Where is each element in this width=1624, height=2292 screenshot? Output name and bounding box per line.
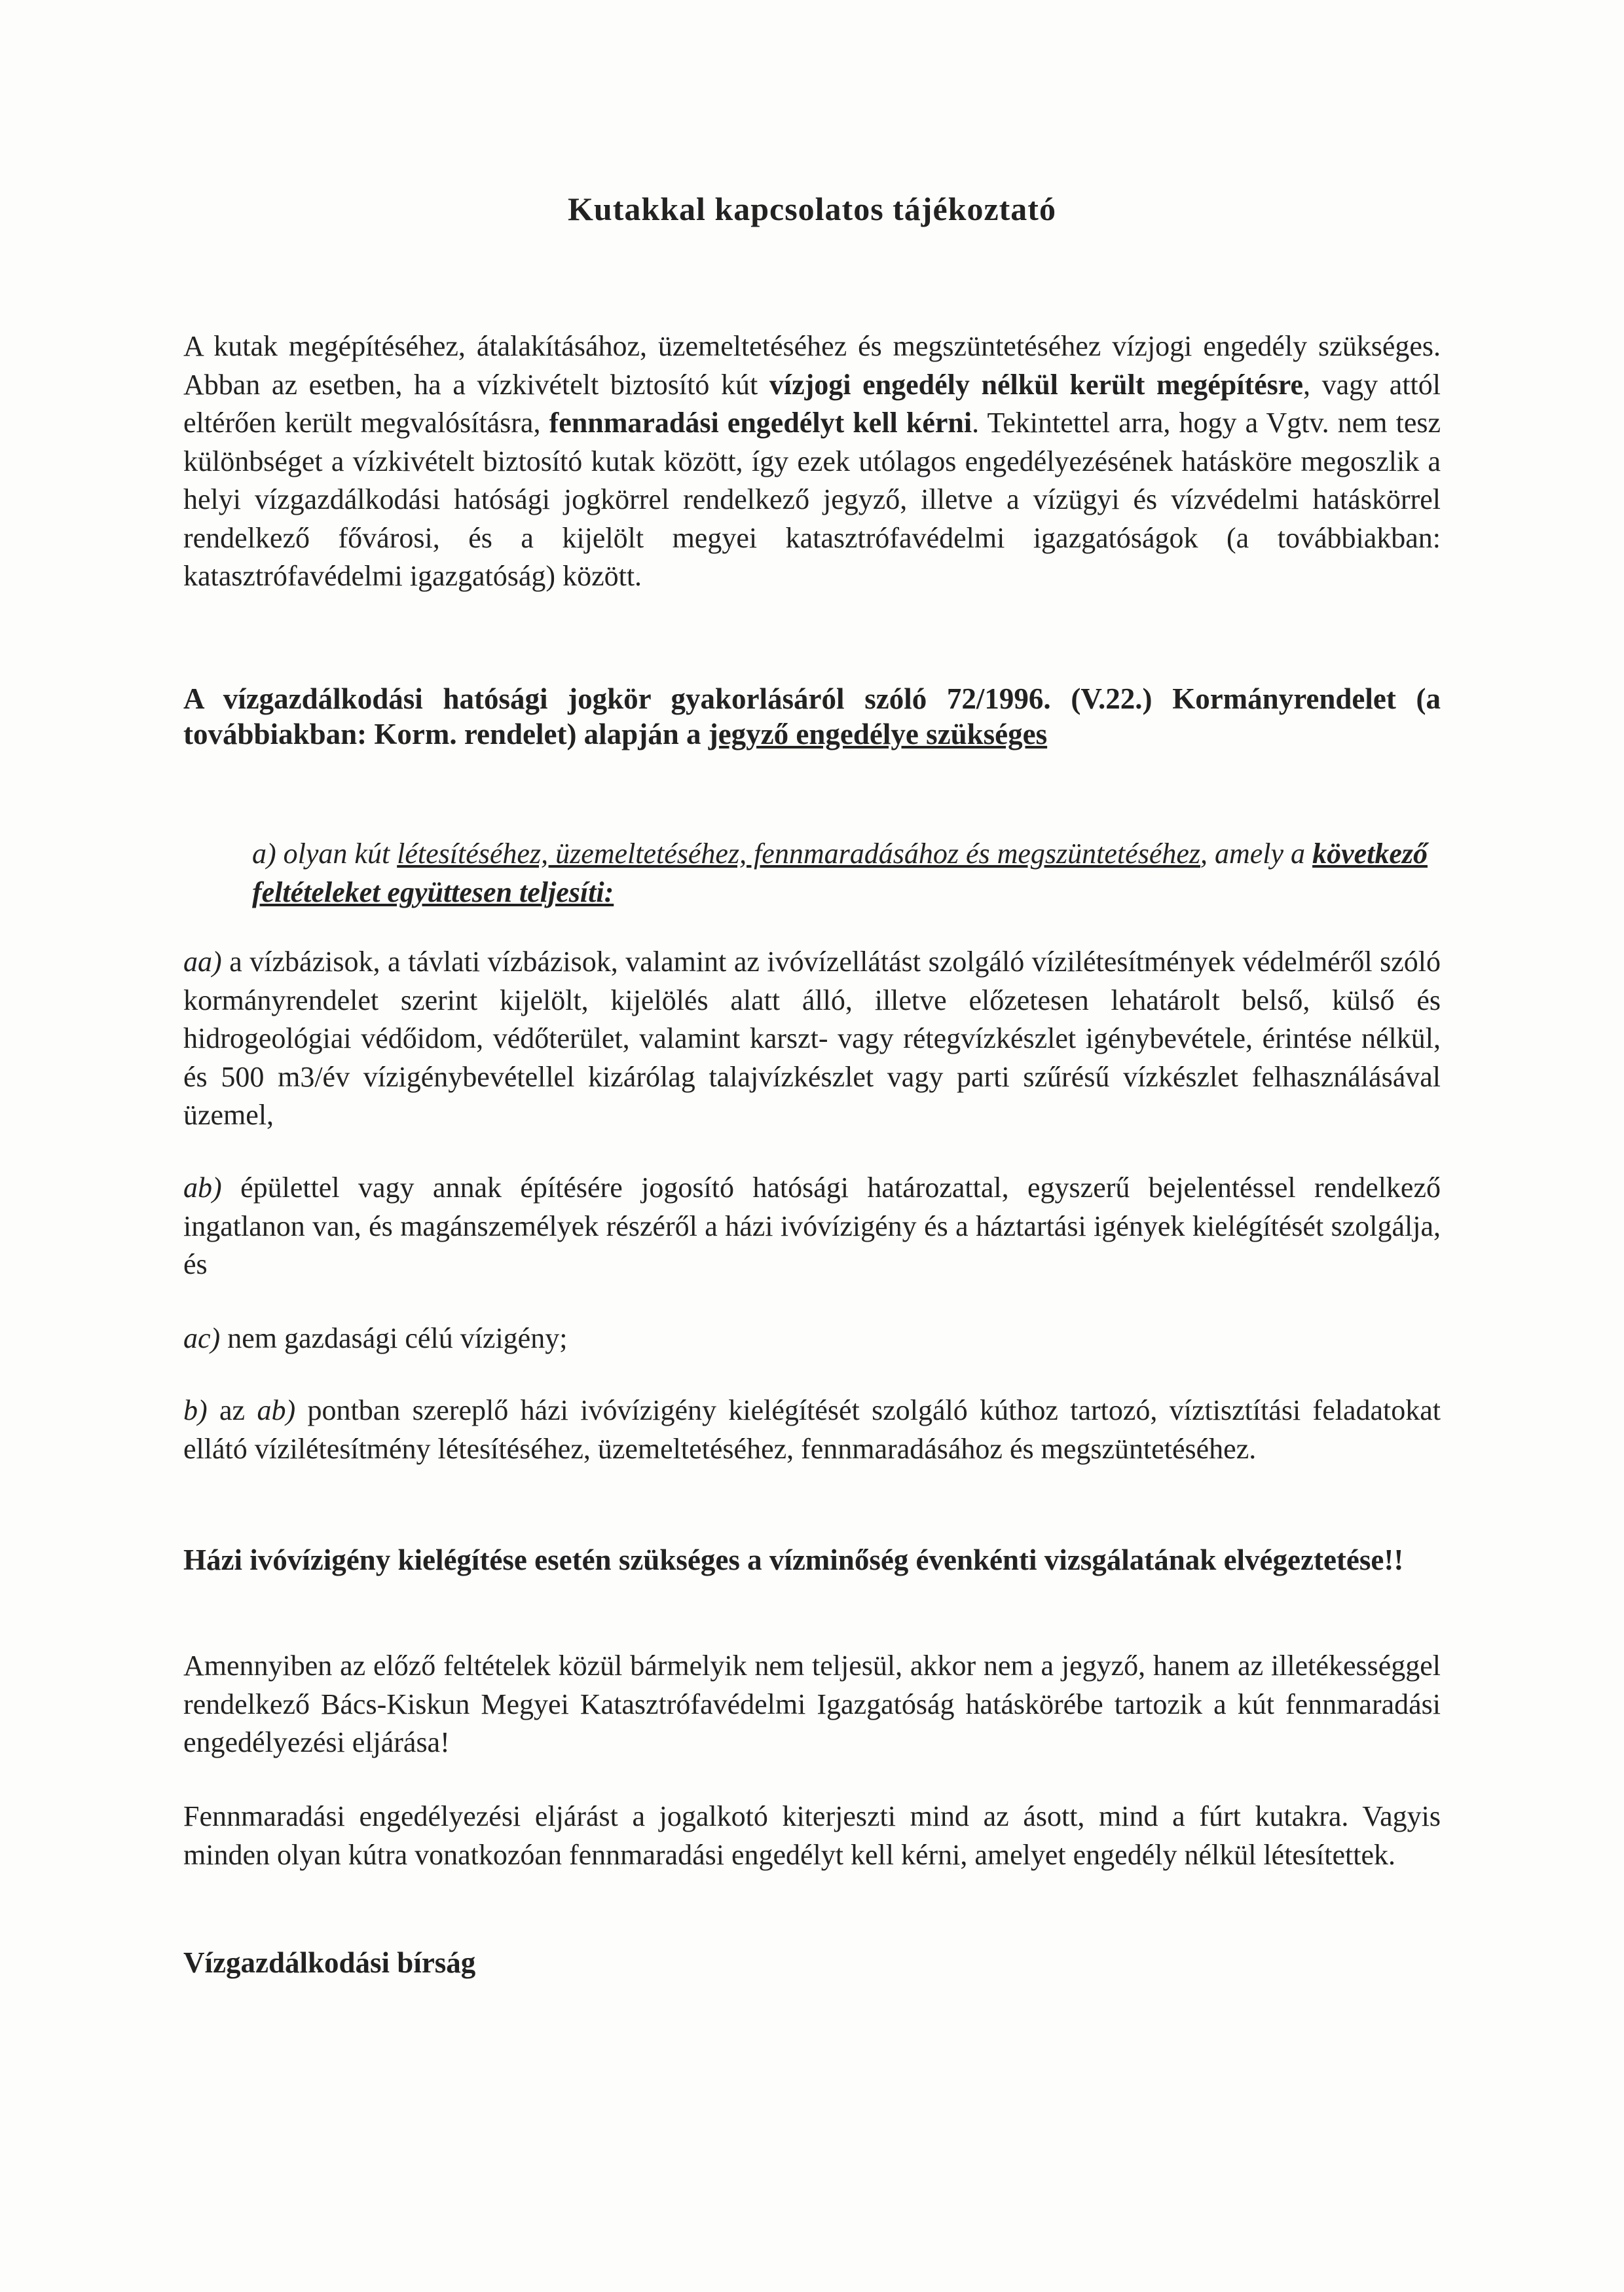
item-ac-text: nem gazdasági célú vízigény; [220, 1322, 568, 1354]
item-ab-label: ab) [183, 1172, 222, 1204]
intro-bold-1: vízjogi engedély nélkül került megépítésre [769, 368, 1304, 401]
item-a-bold-underlined: következő feltételeket együttesen teljesíti: [252, 838, 1428, 908]
item-a-label: a) [252, 838, 276, 870]
warning-paragraph: Házi ivóvízigény kielégítése esetén szükséges a vízminőség évenkénti vizsgálatának elvégeztetése!! [183, 1543, 1404, 1576]
item-a-text-1: olyan kút [276, 838, 397, 870]
decree-paragraph [183, 681, 1441, 752]
decree-text: A vízgazdálkodási hatósági jogkör gyakorlásáról szóló 72/1996. (V.22.) Kormányrendelet (a továbbiakban: Korm. rendelet) alapján a [183, 682, 1441, 750]
item-ac [183, 1320, 1441, 1358]
item-a-underlined: létesítéséhez, üzemeltetéséhez, fennmaradásához és megszüntetéséhez [397, 838, 1200, 870]
item-aa-label: aa) [183, 946, 222, 978]
intro-text-3: . Tekintettel arra, hogy a Vgtv. nem tesz különbséget a vízkivételt biztosító kutak között, így ezek utólagos engedélyezésének hatásköre megoszlik a helyi vízgazdálkodási hatósági jogkörrel rendelkező jegyző, illetve a vízügyi és vízvédelmi hatáskörrel rendelkező fővárosi, és a kijelölt megyei katasztrófavédelmi igazgatóságok (a továbbiakban: katasztrófavédelmi igazgatóság) között. [183, 407, 1441, 592]
item-ab [183, 1169, 1441, 1284]
otherwise-paragraph: Amennyiben az előző feltételek közül bármelyik nem teljesül, akkor nem a jegyző, hanem az illetékességgel rendelkező Bács-Kiskun Megyei Katasztrófavédelmi Igazgatóság hatáskörébe tartozik a kút fennmaradási engedélyezési eljárása! [183, 1650, 1441, 1758]
intro-text-2: , vagy attól eltérően került megvalósításra, [183, 368, 1441, 439]
decree-underlined: jegyző engedélye szükséges [708, 718, 1048, 750]
item-b-text-1: az [207, 1394, 257, 1426]
intro-paragraph [183, 327, 1441, 596]
item-a-text-2: , amely a [1200, 838, 1313, 870]
item-aa-text: a vízbázisok, a távlati vízbázisok, valamint az ivóvízellátást szolgáló vízilétesítmények védelméről szóló kormányrendelet szerint kijelölt, kijelölés alatt álló, illetve előzetesen lehatárolt belső, külső és hidrogeológiai védőidom, védőterület, valamint karszt- vagy rétegvízkészlet igénybevétele, érintése nélkül, és 500 m3/év vízigénybevétellel kizárólag talajvízkészlet vagy parti szűrésű vízkészlet felhasználásával üzemel, [183, 946, 1441, 1131]
item-b-label: b) [183, 1394, 208, 1426]
item-ac-label: ac) [183, 1322, 221, 1354]
item-b-text-2: pontban szereplő házi ivóvízigény kielégítését szolgáló kúthoz tartozó, víztisztítási feladatokat ellátó vízilétesítmény létesítéséhez, üzemeltetéséhez, fennmaradásához és megszüntetéséhez. [183, 1394, 1441, 1465]
intro-text-1: A kutak megépítéséhez, átalakításához, üzemeltetéséhez és megszüntetéséhez vízjogi engedély szükséges. Abban az esetben, ha a vízkivételt biztosító kút [183, 330, 1441, 401]
item-b-ref: ab) [257, 1394, 296, 1426]
section-heading: Vízgazdálkodási bírság [183, 1946, 476, 1979]
page-title: Kutakkal kapcsolatos tájékoztató [568, 191, 1056, 227]
item-ab-text: épülettel vagy annak építésére jogosító hatósági határozattal, egyszerű bejelentéssel rendelkező ingatlanon van, és magánszemélyek részéről a házi ivóvízigény és a háztartási igények kielégítését szolgálja, és [183, 1172, 1441, 1280]
item-aa [183, 943, 1441, 1135]
item-b [183, 1392, 1441, 1468]
intro-bold-2: fennmaradási engedélyt kell kérni [549, 407, 972, 439]
item-a [252, 835, 1444, 912]
scope-paragraph: Fennmaradási engedélyezési eljárást a jogalkotó kiterjeszti mind az ásott, mind a fúrt kutakra. Vagyis minden olyan kútra vonatkozóan fennmaradási engedélyt kell kérni, amelyet engedély nélkül létesítettek. [183, 1800, 1441, 1871]
